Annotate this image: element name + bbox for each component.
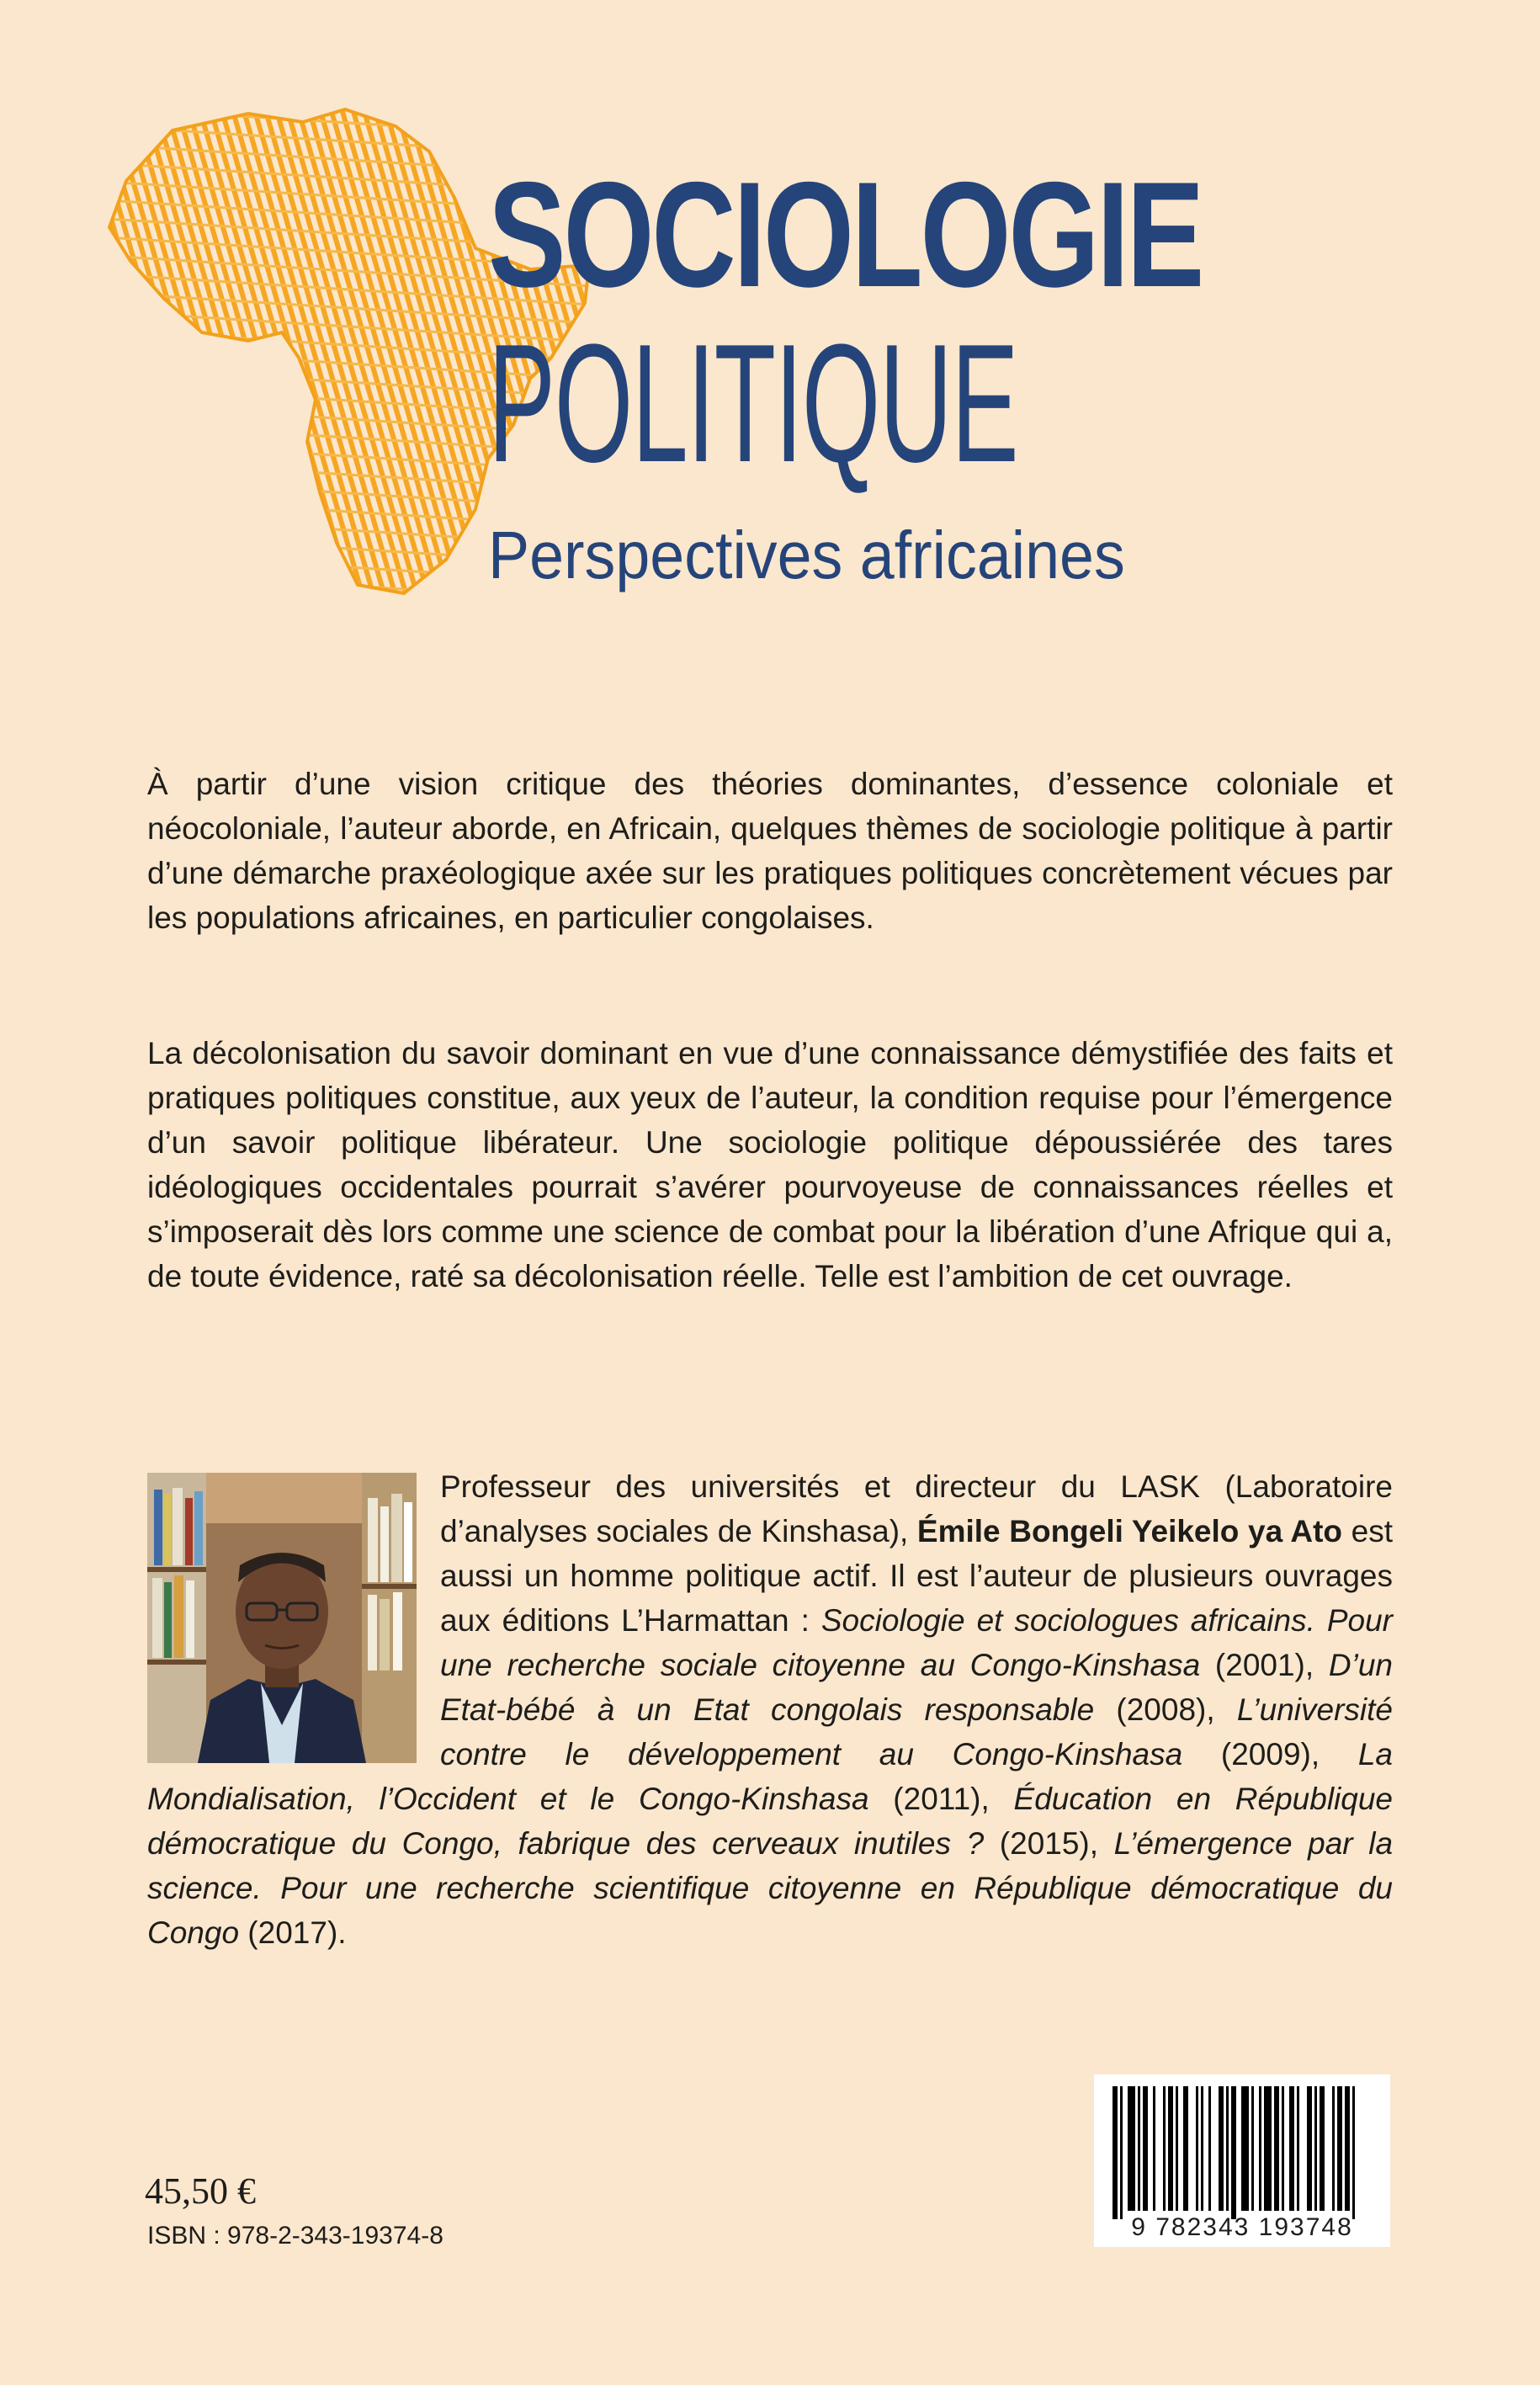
bio-continuation: est aussi un homme politique actif. Il est l’auteur de plusieurs ouvrages aux éditions L’Harmattan :: [440, 1514, 1393, 1638]
summary-paragraph-1: À partir d’une vision critique des théories dominantes, d’essence coloniale et néocoloniale, l’auteur aborde, en Africain, quelques thèmes de sociologie politique à partir d’une démarche praxéologique axée sur les pratiques politiques concrètement vécues par les populations africaines, en particulier congolaises.: [147, 767, 1393, 935]
summary-paragraph-2: La décolonisation du savoir dominant en vue d’une connaissance démystifiée des faits et pratiques politiques constitue, aux yeux de l’auteur, la condition requise pour l’émergence d’un savoir politique libérateur. Une sociologie politique dépoussiérée des tares idéologiques occidentales pourrait s’avérer pourvoyeuse de connaissances réelles et s’imposerait dès lors comme une science de combat pour la libération d’une Afrique qui a, de toute évidence, raté sa décolonisation réelle. Telle est l’ambition de cet ouvrage.: [147, 1036, 1393, 1293]
author-name: Émile Bongeli Yeikelo ya Ato: [916, 1514, 1343, 1548]
isbn: ISBN : 978-2-343-19374-8: [147, 2222, 443, 2250]
work-title: Éducation en République démocratique du Congo, fabrique des cerveaux inutiles ?: [147, 1782, 1393, 1861]
author-bio: [147, 1464, 1393, 1955]
subtitle: Perspectives africaines: [488, 518, 1125, 592]
barcode-number: 9 782343 193748: [1131, 2213, 1353, 2241]
work-year: (2015),: [984, 1826, 1114, 1861]
work-title: La Mondialisation, l’Occident et le Congo-Kinshasa: [147, 1737, 1393, 1816]
price: 45,50 €: [145, 2170, 256, 2212]
work-year: (2009),: [1182, 1737, 1358, 1771]
work-title: Sociologie et sociologues africains. Pour une recherche sociale citoyenne au Congo-Kinshasa: [440, 1603, 1393, 1682]
work-year: (2017).: [239, 1915, 347, 1950]
title-line-2: POLITIQUE: [488, 310, 1018, 497]
work-title: L’émergence par la science. Pour une recherche scientifique citoyenne en République démocratique du Congo: [147, 1826, 1394, 1950]
work-title: D’un Etat-bébé à un Etat congolais responsable: [440, 1648, 1393, 1727]
work-year: (2008),: [1094, 1692, 1237, 1727]
work-year: (2011),: [868, 1782, 1014, 1816]
bio-intro: Professeur des universités et directeur du LASK (Laboratoire d’analyses sociales de Kinshasa),: [440, 1469, 1393, 1548]
work-title: L’université contre le développement au Congo-Kinshasa: [440, 1692, 1393, 1771]
barcode: [1094, 2074, 1390, 2247]
work-year: (2001),: [1200, 1648, 1329, 1682]
title-line-1: SOCIOLOGIE: [488, 151, 1203, 318]
